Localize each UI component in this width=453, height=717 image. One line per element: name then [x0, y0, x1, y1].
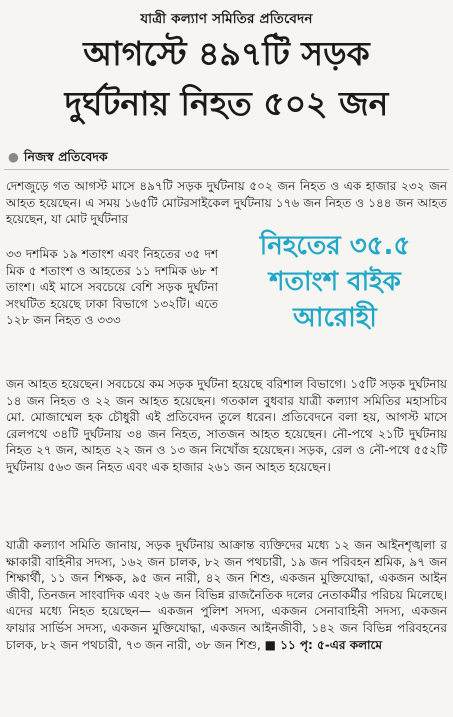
headline-line-2: দুর্ঘটনায় নিহত ৫০২ জন [64, 84, 389, 123]
paragraph-1-rest: জন আহত হয়েছেন। সবচেয়ে কম সড়ক দুর্ঘটনা হয়েছে বরিশাল বিভাগে। ১৫টি সড়ক দুর্ঘটনায় ১৪ জন নিহত ও ২২ জন আহত হয়েছেন। গতকাল বুধবার যাত্রী কল্যাণ সমিতির মহাসচিব মো. মোজাম্মেল হক চৌধুরী এই প্রতিবেদন তুলে ধরেন। প্রতিবেদনে বলা হয়, আগস্ট মাসে রেলপথে ৩৪টি দুর্ঘটনায় ৩৪ জন নিহত, সাতজন আহত হয়েছেন। নৌ-পথে ২১টি দুর্ঘটনায় নিহত ২৭ জন, আহত ২২ জন ও ১৩ জন নিখোঁজ হয়েছেন। সড়ক, রেল ও নৌ-পথে ৫৫২টি দুর্ঘটনায় ৫৬৩ জন নিহত এবং এক হাজার ২৬১ জন আহত হয়েছেন। [6, 377, 447, 474]
headline-line-1: আগস্টে ৪৯৭টি সড়ক [83, 34, 370, 73]
bullet-icon: ● [8, 149, 19, 164]
paragraph-1-narrow: ৩৩ দশমিক ১৯ শতাংশ এবং নিহতের ৩৫ দশমিক ৫ শতাংশ ও আহতের ১১ দশমিক ৬৮ শতাংশ। এই মাসে সবচেয়ে বেশি সড়ক দুর্ঘটনা সংঘটিত হয়েছে ঢাকা বিভাগে ১৩২টি। এতে ১২৮ জন নিহত ও ৩৩৩ [6, 247, 218, 328]
pull-quote-line-2: শতাংশ বাইক [269, 267, 401, 297]
paragraph-2-text: যাত্রী কল্যাণ সমিতি জানায়, সড়ক দুর্ঘটনায় আক্রান্ত ব্যক্তিদের মধ্যে ১২ জন আইনশৃঙ্খলা রক্ষাকারী বাহিনীর সদস্য, ১৬২ জন চালক, ৮২ জন পথচারী, ১৯ জন পরিবহন শ্রমিক, ৯৭ জন শিক্ষার্থী, ১১ জন শিক্ষক, ৯৫ জন নারী, ৪২ জন শিশু, একজন মুক্তিযোদ্ধা, একজন আইনজীবী, তিনজন সাংবাদিক এবং ২৬ জন বিভিন্ন রাজনৈতিক দলের নেতাকর্মীর পরিচয় মিলেছে। এদের মধ্যে নিহত হয়েছেন— একজন পুলিশ সদস্য, একজন সেনাবাহিনী সদস্য, একজন ফায়ার সার্ভিস সদস্য, একজন মুক্তিযোদ্ধা, একজন আইনজীবী, ১৪২ জন বিভিন্ন পরিবহনের চালক, ৮২ জন পথচারী, ৭৩ জন নারী, ৩৮ জন শিশু, [6, 538, 447, 652]
byline [8, 149, 108, 169]
divider [4, 169, 449, 170]
pull-quote-line-3: আরোহী [293, 303, 377, 333]
pull-quote-line-1: নিহতের ৩৫.৫ [259, 231, 411, 261]
pull-quote [222, 228, 448, 336]
continued-jump: ■ ১১ পৃ: ৫-এর কলামে [264, 637, 383, 652]
paragraph-1-top: দেশজুড়ে গত আগস্ট মাসে ৪৯৭টি সড়ক দুর্ঘটনায় ৫০২ জন নিহত ও এক হাজার ২৩২ জন আহত হয়েছেন। এ সময় ১৬৫টি মোটরসাইকেল দুর্ঘটনায় ১৭৬ জন নিহত ও ১৪৪ জন আহত হয়েছেন, যা মোট দুর্ঘটনার [6, 179, 447, 227]
paragraph-2 [6, 537, 447, 653]
byline-text: নিজস্ব প্রতিবেদক [23, 149, 108, 164]
kicker: যাত্রী কল্যাণ সমিতির প্রতিবেদন [140, 11, 313, 27]
